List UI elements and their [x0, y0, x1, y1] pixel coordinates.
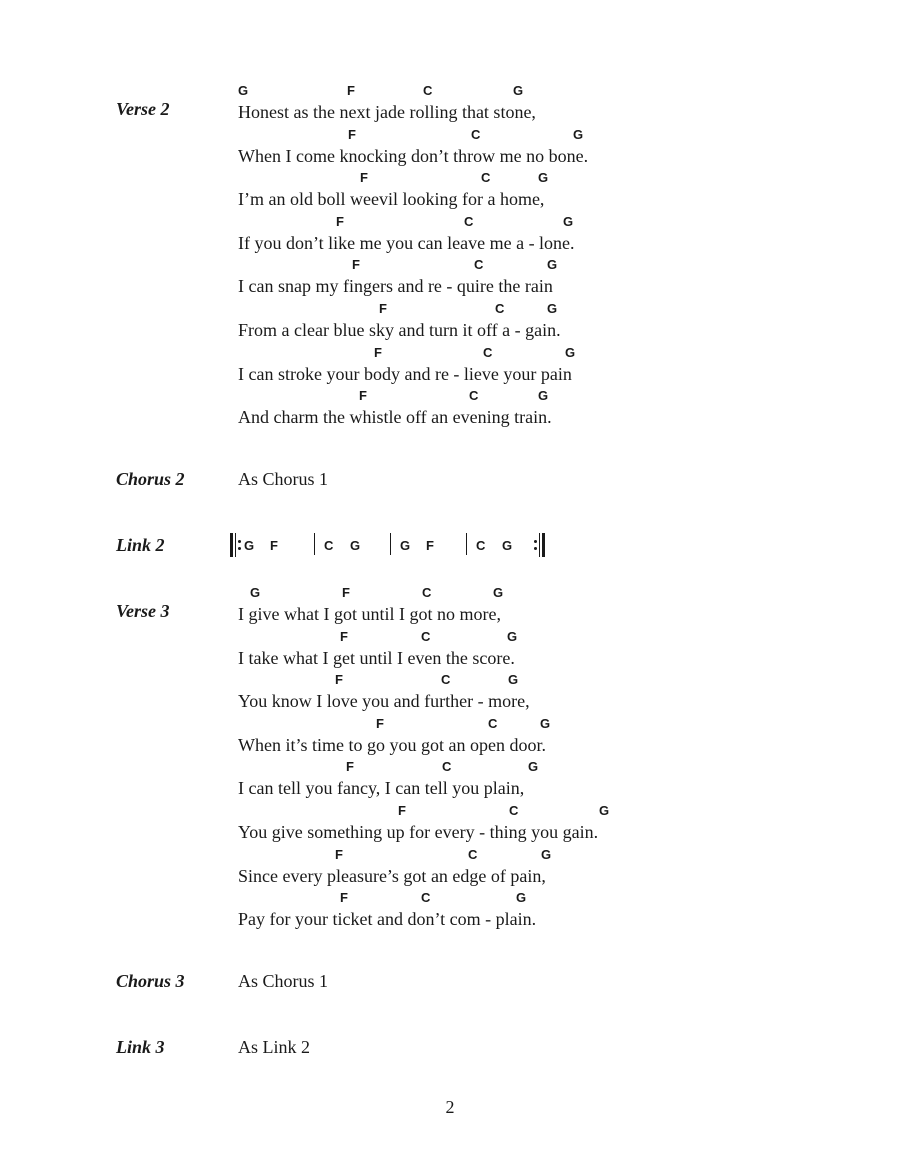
page-number: 2 — [445, 1097, 455, 1117]
repeat-start-thin-bar — [235, 533, 236, 557]
link-chord: G — [244, 538, 255, 553]
chord: G — [507, 628, 518, 644]
chord: C — [495, 300, 505, 316]
lyric: You know I love you and further - more, — [238, 691, 530, 712]
chord: F — [346, 759, 354, 775]
verse-line — [238, 757, 598, 801]
repeat-dot — [238, 547, 241, 550]
lyric: I give what I got until I got no more, — [238, 604, 501, 624]
chord-row — [238, 212, 588, 232]
chord: F — [340, 628, 348, 644]
link-2-chord-chart — [230, 532, 550, 558]
lyric: I can tell you fancy, I can tell you plain, — [238, 778, 525, 799]
link-2-label: Link 2 — [116, 535, 165, 555]
chord: G — [528, 759, 539, 775]
chord: F — [398, 802, 406, 818]
link-3-text: As Link 2 — [238, 1037, 310, 1057]
chord: G — [599, 802, 610, 818]
chord: C — [421, 628, 431, 644]
verse-line — [238, 801, 610, 845]
verse-3-label: Verse 3 — [116, 601, 170, 621]
chord: C — [468, 846, 478, 862]
chord: F — [359, 388, 367, 404]
chord-row — [238, 845, 598, 865]
verse-line — [238, 125, 588, 169]
chord: C — [442, 759, 452, 775]
chord: C — [464, 213, 474, 229]
chord: G — [508, 672, 519, 688]
chord: C — [423, 83, 433, 98]
chorus-2-text: As Chorus 1 — [238, 469, 329, 489]
repeat-start-thick-bar — [230, 533, 233, 557]
link-chord: F — [270, 538, 278, 553]
lyric: Since every pleasure’s got an edge of pain, — [238, 865, 546, 886]
link-3-label: Link 3 — [116, 1037, 165, 1057]
link-chord: C — [476, 538, 486, 553]
chord: C — [422, 585, 432, 600]
chord-row — [238, 583, 598, 603]
chord: G — [573, 126, 584, 142]
chord-row — [238, 386, 588, 406]
verse-line — [238, 888, 598, 932]
lyric: From a clear blue sky and turn it off a - gain. — [238, 319, 561, 340]
chorus-3-label: Chorus 3 — [116, 971, 185, 991]
repeat-dot — [534, 540, 537, 543]
bar-line — [466, 533, 467, 555]
chord: C — [469, 388, 479, 404]
chord: G — [547, 300, 558, 316]
lyric: If you don’t like me you can leave me a - lone. — [238, 232, 575, 253]
verse-line — [238, 255, 588, 299]
link-chord: F — [426, 538, 434, 553]
chord: F — [352, 257, 360, 273]
verse-line — [238, 627, 598, 671]
bar-line — [314, 533, 315, 555]
chord: F — [348, 126, 356, 142]
chord: F — [374, 344, 382, 360]
link-chord: C — [324, 538, 334, 553]
lyric: And charm the whistle off an evening train. — [238, 407, 552, 428]
chord: C — [483, 344, 493, 360]
chord: G — [238, 83, 249, 98]
repeat-end-thin-bar — [539, 533, 540, 557]
verse-line — [238, 386, 588, 430]
chord: C — [474, 257, 484, 273]
chord: F — [379, 300, 387, 316]
link-chord: G — [400, 538, 411, 553]
chord: G — [540, 715, 551, 731]
lyric: You give something up for every - thing you gain. — [238, 821, 599, 842]
chord: G — [565, 344, 576, 360]
verse-line — [238, 81, 588, 125]
verse-2 — [238, 81, 588, 430]
chord: G — [516, 890, 527, 906]
chord: F — [347, 83, 355, 98]
chord-row — [238, 714, 598, 734]
chord: G — [541, 846, 552, 862]
chord: F — [335, 672, 343, 688]
chord: C — [471, 126, 481, 142]
verse-line — [238, 714, 598, 758]
verse-line — [238, 670, 598, 714]
verse-line — [238, 583, 598, 627]
verse-line — [238, 299, 588, 343]
chord: G — [538, 170, 549, 186]
link-chord: G — [502, 538, 513, 553]
chord: F — [340, 890, 348, 906]
lyric: I can snap my fingers and re - quire the rain — [238, 276, 553, 297]
chord-row — [238, 255, 588, 275]
chord: F — [360, 170, 368, 186]
verse-line — [238, 168, 588, 212]
chord-row — [238, 627, 598, 647]
repeat-end-thick-bar — [542, 533, 545, 557]
verse-3 — [238, 583, 610, 932]
chord: C — [509, 802, 519, 818]
chord: C — [481, 170, 491, 186]
verse-2-label: Verse 2 — [116, 99, 170, 119]
link-chord: G — [350, 538, 361, 553]
chord: C — [421, 890, 431, 906]
lyric: I can stroke your body and re - lieve your pain — [238, 363, 572, 384]
lyric: I take what I get until I even the score. — [238, 647, 515, 668]
repeat-dot — [238, 540, 241, 543]
chorus-2-label: Chorus 2 — [116, 469, 185, 489]
chord: F — [336, 213, 344, 229]
chord-row — [238, 801, 610, 821]
chord: G — [547, 257, 558, 273]
chord-row — [238, 168, 588, 188]
chord: G — [563, 213, 574, 229]
repeat-dot — [534, 547, 537, 550]
chord: F — [335, 846, 343, 862]
chord: G — [250, 585, 261, 600]
verse-line — [238, 343, 588, 387]
lyric: When it’s time to go you got an open door. — [238, 734, 546, 755]
chord-row — [238, 125, 588, 145]
chord: G — [493, 585, 504, 600]
chord: F — [376, 715, 384, 731]
lyric: Honest as the next jade rolling that stone, — [238, 102, 536, 122]
chord-row — [238, 757, 598, 777]
lyric: Pay for your ticket and don’t com - plain. — [238, 909, 537, 930]
chord-row — [238, 81, 588, 101]
chord: C — [441, 672, 451, 688]
chord: C — [488, 715, 498, 731]
chord-row — [238, 670, 598, 690]
bar-line — [390, 533, 391, 555]
chord: G — [513, 83, 524, 98]
chord-row — [238, 888, 598, 908]
chord: F — [342, 585, 350, 600]
verse-line — [238, 845, 598, 889]
verse-line — [238, 212, 588, 256]
chorus-3-text: As Chorus 1 — [238, 971, 329, 991]
chord-row — [238, 343, 588, 363]
chord-row — [238, 299, 588, 319]
chord: G — [538, 388, 549, 404]
lyric: I’m an old boll weevil looking for a home, — [238, 189, 545, 210]
lyric: When I come knocking don’t throw me no bone. — [238, 145, 589, 166]
